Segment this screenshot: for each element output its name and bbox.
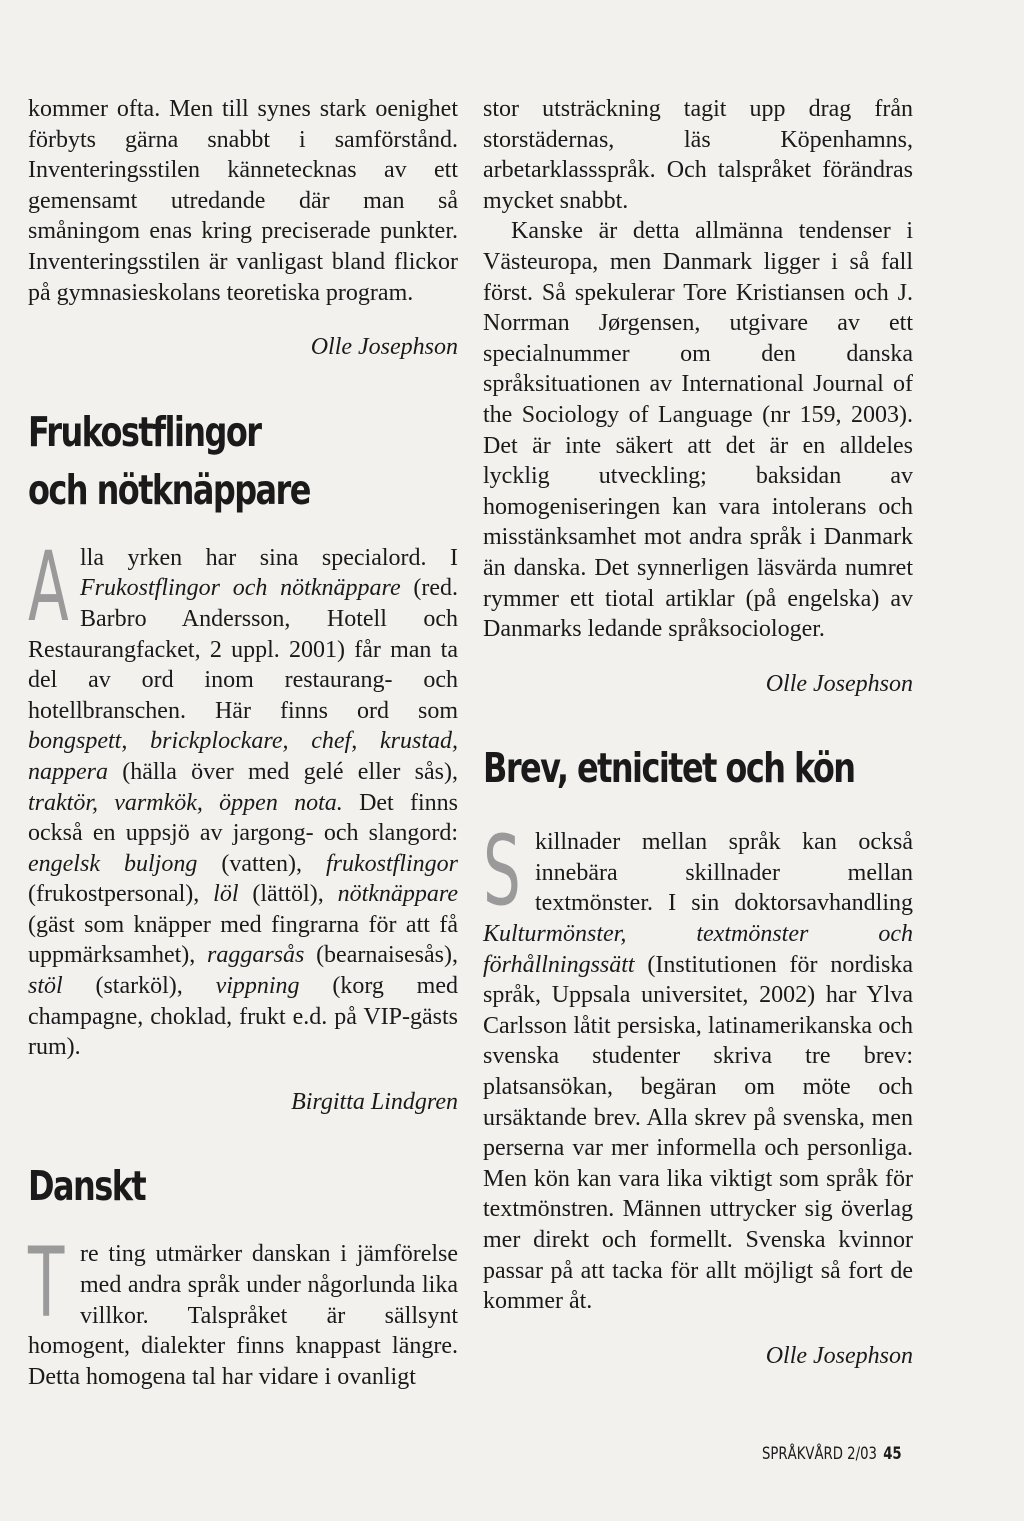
italic-segment: stöl	[28, 973, 63, 1000]
italic-segment: raggarsås	[207, 942, 305, 969]
text-segment: Det finns också en uppsjö av jargong- och slangord:	[28, 789, 458, 847]
text-segment: lla yrken har sina specialord. I	[80, 544, 458, 571]
page-footer	[762, 1444, 902, 1464]
article-title-brev: Brev, etnicitet och kön	[483, 744, 855, 793]
article-body-danskt-continued: stor utsträckning tagit upp drag från storstädernas, läs Köpenhamns, arbetarklassspråk. Och talspråket förändras mycket snabbt.	[483, 96, 913, 214]
article-signature: Olle Josephson	[765, 670, 913, 697]
italic-segment: bongspett, brickplockare, chef, krustad, nappera	[28, 728, 458, 785]
title-line-2: och nötknäppare	[28, 465, 310, 514]
drop-cap: T	[28, 1227, 65, 1340]
italic-segment: Frukostflingor och nötknäppare	[80, 575, 401, 602]
italic-segment: nötknäppare	[337, 881, 459, 908]
article-signature: Olle Josephson	[765, 1342, 913, 1369]
drop-cap: A	[28, 530, 69, 643]
title-line-1: Frukostflingor	[28, 407, 261, 456]
italic-segment: vippning	[215, 973, 300, 1000]
text-segment: killnader mellan språk kan också innebära skillnader mellan textmönster. I sin doktorsavhandling	[535, 829, 913, 917]
intro-paragraph: kommer ofta. Men till synes stark oenighet förbyts gärna snabbt i samförstånd. Inventeringsstilen kännetecknas av ett gemensamt utredande där man så småningom enas kring preciserade punkter. Inventeringsstilen är vanligast bland flickor på gymnasieskolans teoretiska program.	[28, 96, 458, 306]
text-segment: (Institutionen för nordiska språk, Uppsala universitet, 2002) har Ylva Carlsson låtit persiska, latinamerikanska och svenska studenter skriva tre brev: platsansökan, begäran om möte och ursäktande brev. Alla skrev på svenska, men perserna var mer informella och personliga. Men kön kan vara lika viktigt som språk för textmönstren. Männen uttrycker sig överlag mer direkt och formellt. Svenska kvinnor passar på att tacka för allt möjligt så fort de kommer åt.	[483, 951, 913, 1315]
text-segment: (bearnaisesås),	[304, 942, 458, 969]
text-segment: (frukostpersonal),	[28, 881, 214, 908]
drop-cap: S	[483, 815, 521, 928]
left-column	[28, 94, 458, 1392]
publication-name: SPRÅKVÅRD 2/03	[762, 1444, 877, 1464]
article-title-danskt: Danskt	[28, 1162, 146, 1211]
text-segment: (gäst som knäpper med fingrarna för att få uppmärksamhet),	[28, 911, 458, 969]
article-body-danskt	[28, 1227, 458, 1392]
italic-segment: löl	[213, 881, 239, 908]
article-body-frukostflingor	[28, 530, 459, 1063]
italic-segment: frukostflingor	[325, 850, 458, 877]
article-paragraph: Kanske är detta allmänna tendenser i Västeuropa, men Danmark ligger i så fall först. Så spekulerar Tore Kristiansen och J. Norrman Jørgensen, utgivare av ett specialnummer om den danska språksituationen av International Journal of the Sociology of Language (nr 159, 2003). Det är inte säkert att det är en alldeles lycklig utveckling; baksidan av homogeniseringen kan vara intolerans och misstänksamhet mot andra språk i Danmark än danska. Det synnerligen läsvärda numret rymmer ett tiotal artiklar (på engelska) av Danmarks ledande språksociologer.	[483, 218, 913, 643]
text-segment: (korg med champagne, choklad, frukt e.d. på VIP-gästs rum).	[28, 973, 458, 1061]
italic-segment: traktör, varmkök, öppen nota.	[28, 789, 343, 816]
article-title-frukostflingor	[28, 403, 363, 519]
article-body-brev	[483, 815, 913, 1317]
text-segment: (red. Barbro Andersson, Hotell och Restaurangfacket, 2 uppl. 2001) får man ta del av ord inom restaurang- och hotellbranschen. Här finns ord som	[28, 575, 459, 724]
text-segment: (starköl),	[62, 973, 216, 1000]
page-number: 45	[883, 1444, 902, 1464]
italic-segment: Kulturmönster, textmönster och förhållningssätt	[483, 921, 913, 978]
text-segment: (hälla över med gelé eller sås),	[108, 758, 458, 785]
article-signature: Birgitta Lindgren	[291, 1088, 458, 1115]
intro-signature: Olle Josephson	[310, 334, 458, 361]
italic-segment: engelsk buljong	[28, 850, 198, 877]
text-segment: (vatten),	[197, 850, 326, 877]
right-column	[483, 94, 913, 1411]
text-segment: re ting utmärker danskan i jämförelse med andra språk under någorlunda lika villkor. Talspråket är sällsynt homogent, dialekter finns knappast längre. Detta homogena tal har vidare i ovanligt	[28, 1241, 458, 1390]
text-segment: (lättöl),	[238, 881, 338, 908]
